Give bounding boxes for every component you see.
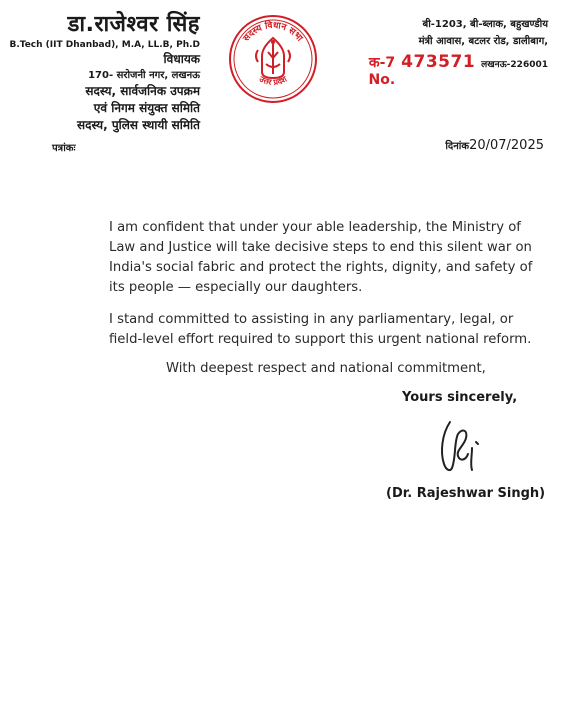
letterhead-right (368, 16, 548, 88)
body-paragraph-3: With deepest respect and national commitment, (166, 361, 486, 376)
committee-line-3: सदस्य, पुलिस स्थायी समिति (77, 118, 200, 132)
signatory-name: (Dr. Rajeshwar Singh) (386, 486, 546, 501)
letterhead-left (0, 12, 200, 134)
address-line-1: बी-1203, बी-ब्लाक, बहुखण्डीय (422, 19, 548, 30)
constituency-address: 170- सरोजनी नगर, लखनऊ (88, 70, 200, 81)
date-row (445, 138, 544, 153)
qualifications: B.Tech (IIT Dhanbad), M.A, LL.B, Ph.D (9, 40, 200, 50)
letterhead-name: डा.राजेश्वर सिंह (67, 12, 200, 37)
emblem-bottom-text: उत्तर प्रदेश (257, 74, 289, 87)
committee-line-2: एवं निगम संयुक्त समिति (93, 101, 200, 115)
closing-salutation: Yours sincerely, (402, 390, 518, 405)
city-pin: लखनऊ-226001 (481, 60, 548, 70)
address-line-2: मंत्री आवास, बटलर रोड, डालीबाग, (418, 36, 548, 47)
committee-line-1: सदस्य, सार्वजनिक उपक्रम (85, 84, 200, 98)
reference-row (368, 52, 548, 88)
reference-prefix: क-7 No. (368, 55, 396, 88)
assembly-emblem-icon (228, 14, 318, 104)
emblem-crest-icon (256, 38, 290, 78)
date-value: 20/07/2025 (469, 138, 544, 153)
date-label: दिनांक (445, 141, 470, 152)
signature-icon (428, 412, 498, 482)
emblem-top-text: सदस्य विधान सभा (241, 20, 305, 44)
designation: विधायक (163, 52, 200, 66)
svg-text:उत्तर प्रदेश (257, 74, 289, 87)
reference-number: 473571 (401, 52, 476, 72)
patrank-label: पत्रांकः (52, 143, 76, 154)
body-paragraph-1: I am confident that under your able leadership, the Ministry of Law and Justice will take decisive steps to end this silent war on India's social fabric and protect the rights, dignity, and safety of its people — especially our daughters. (109, 220, 533, 295)
body-paragraph-2: I stand committed to assisting in any parliamentary, legal, or field-level effort required to support this urgent national reform. (109, 312, 532, 347)
